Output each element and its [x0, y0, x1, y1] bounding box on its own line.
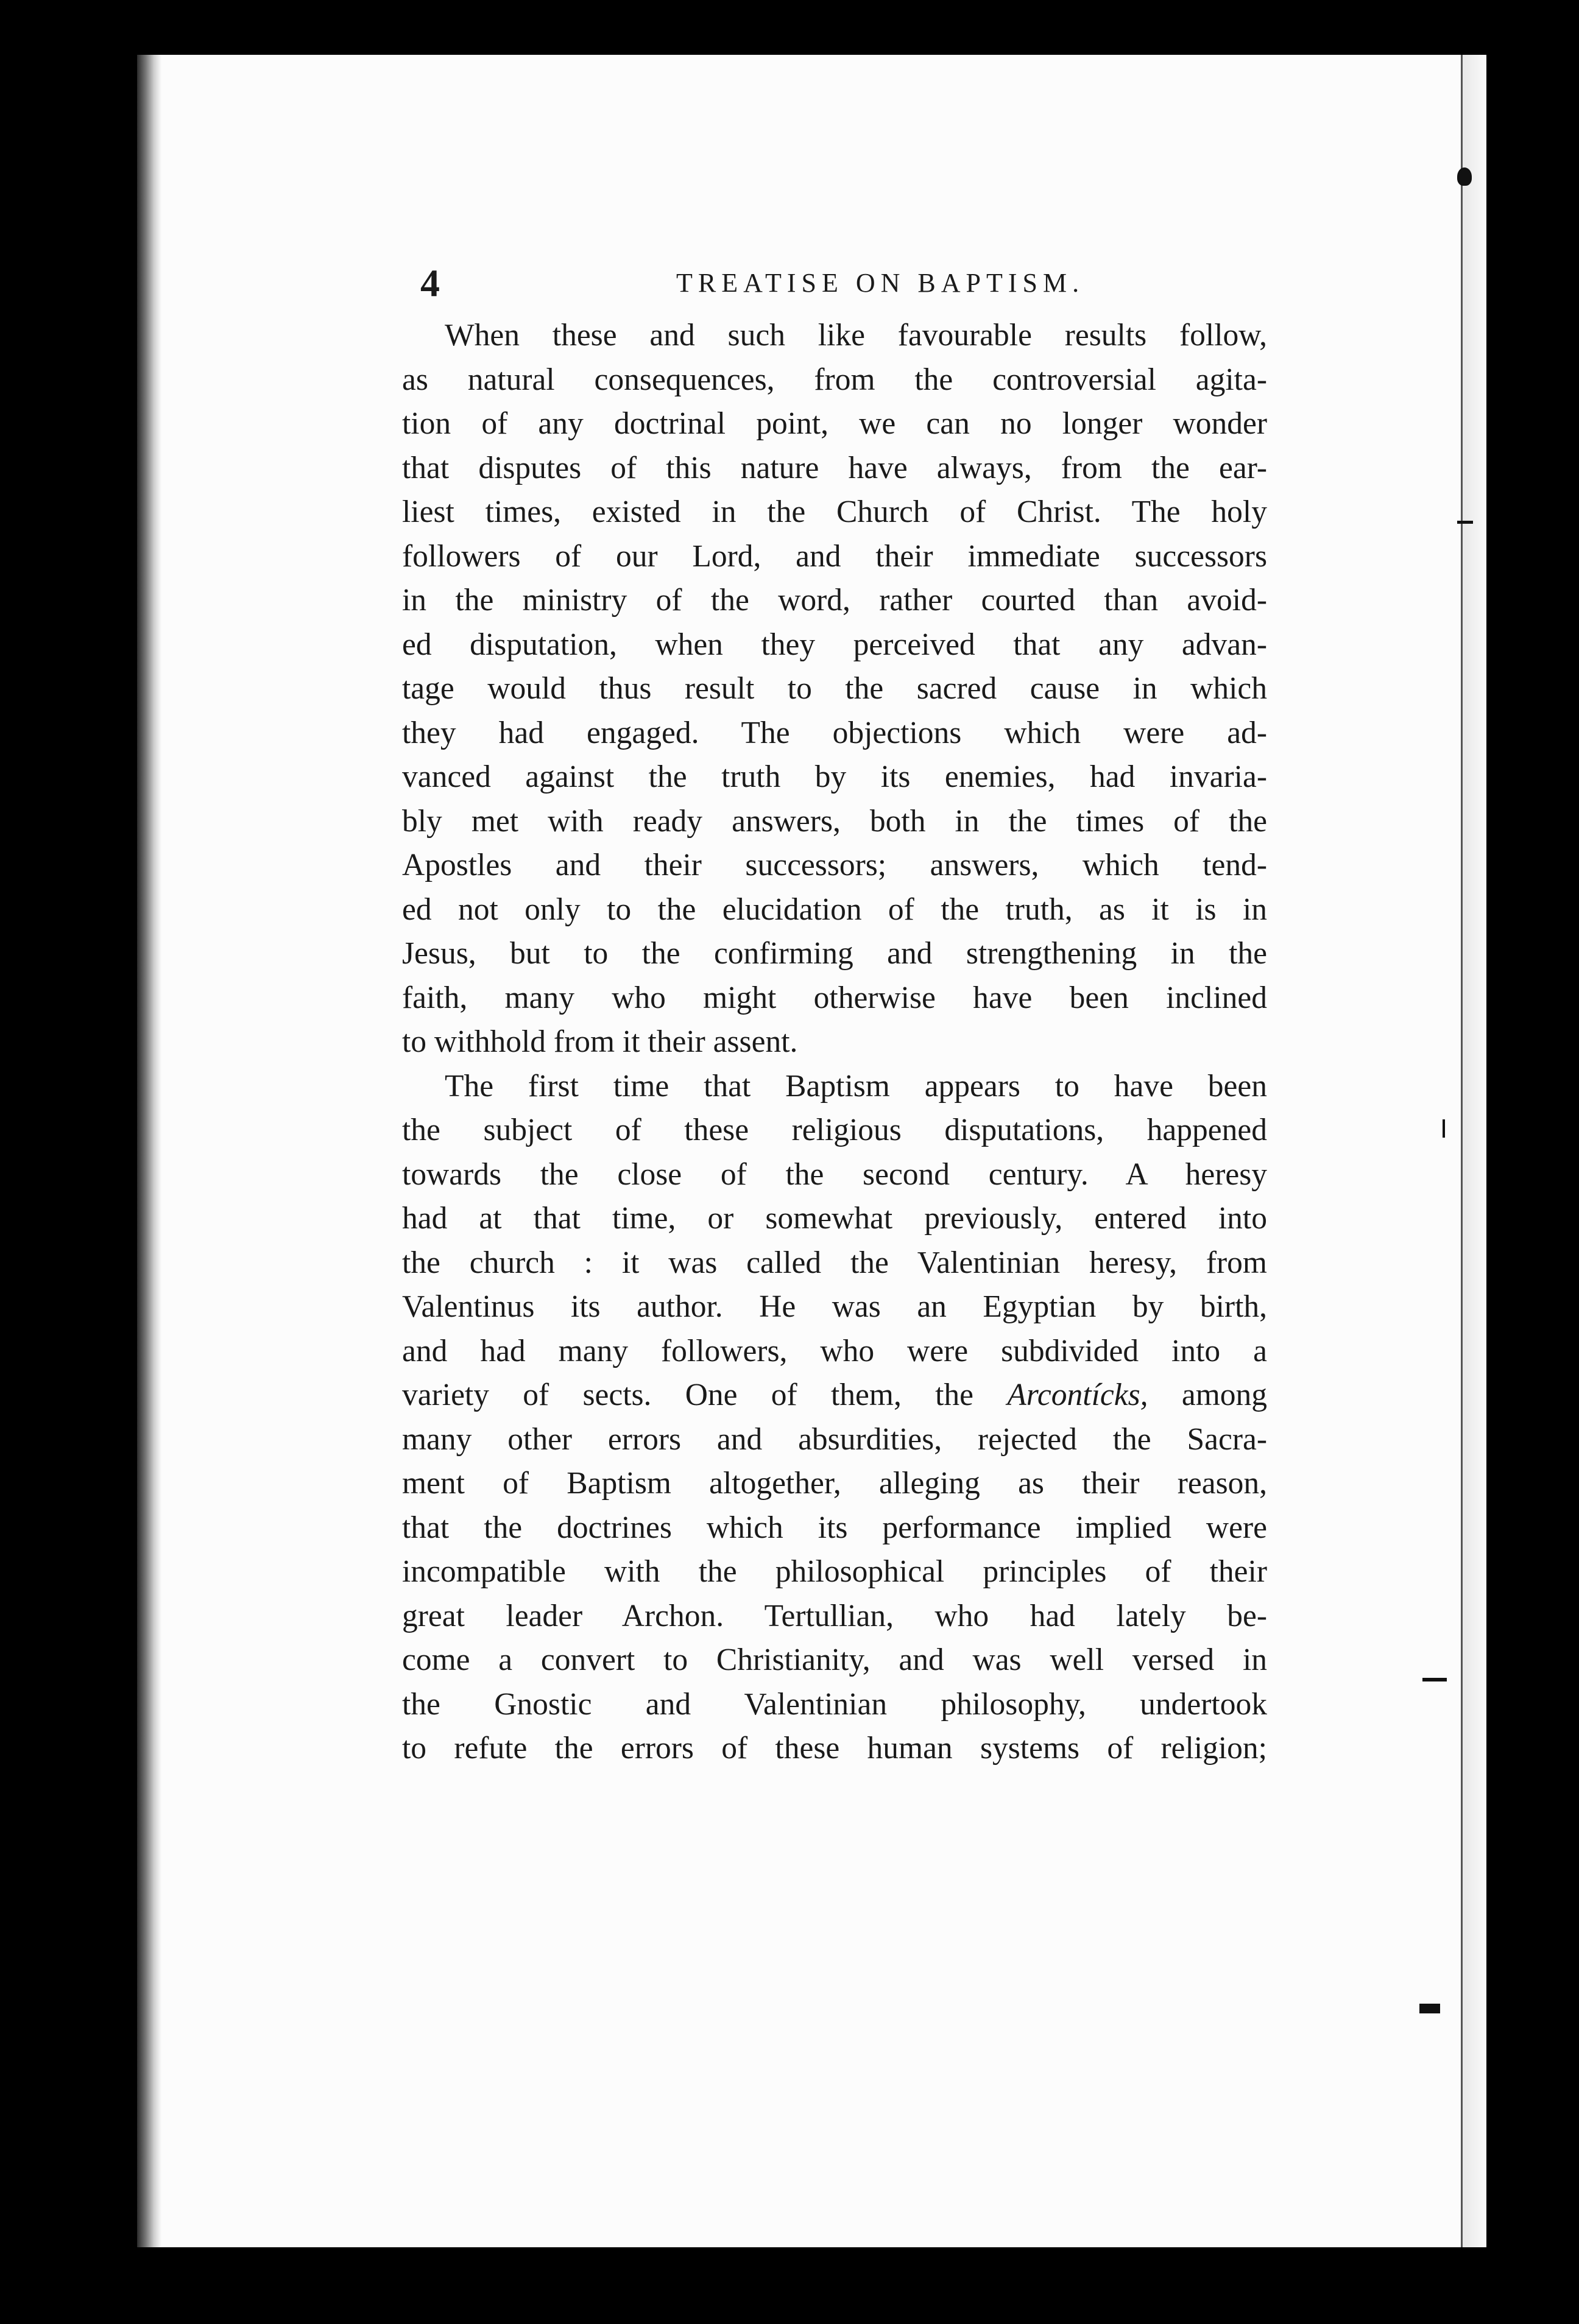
italic-term: Arcontícks, — [1007, 1378, 1148, 1412]
text-line: they had engaged. The objections which were ad- — [402, 715, 1267, 750]
text-line: The first time that Baptism appears to have been — [445, 1068, 1267, 1104]
text-line: to withhold from it their assent. — [402, 1024, 798, 1059]
text-line: many other errors and absurdities, rejected the Sacra- — [402, 1421, 1267, 1457]
scan-mark — [1422, 1678, 1447, 1681]
text-line: incompatible with the philosophical principles of their — [402, 1554, 1267, 1589]
text-line: in the ministry of the word, rather courted than avoid- — [402, 583, 1267, 618]
text-line: followers of our Lord, and their immediate successors — [402, 538, 1267, 574]
text-line: bly met with ready answers, both in the times of the — [402, 803, 1267, 839]
text-line: ed disputation, when they perceived that any advan- — [402, 627, 1267, 662]
body-text — [402, 314, 1267, 1771]
right-edge-rule — [1461, 55, 1463, 2247]
text-line: to refute the errors of these human systems of religion; — [402, 1731, 1267, 1766]
text-line: tion of any doctrinal point, we can no longer wonder — [402, 406, 1267, 441]
text-line: and had many followers, who were subdivided into a — [402, 1333, 1267, 1368]
text-line: ment of Baptism altogether, alleging as their reason, — [402, 1466, 1267, 1501]
text-line: faith, many who might otherwise have been inclined — [402, 980, 1267, 1015]
text-line: great leader Archon. Tertullian, who had lately be- — [402, 1598, 1267, 1633]
text-line: ed not only to the elucidation of the truth, as it is in — [402, 892, 1267, 927]
text-line: Jesus, but to the confirming and strengthening in the — [402, 936, 1267, 971]
text-line: Apostles and their successors; answers, which tend- — [402, 848, 1267, 882]
text-fragment: variety of sects. One of them, the — [402, 1378, 974, 1412]
page-header — [420, 256, 1298, 311]
page-number: 4 — [420, 261, 440, 305]
text-line: that the doctrines which its performance implied were — [402, 1510, 1267, 1545]
scan-mark — [1457, 521, 1473, 524]
text-line: the Gnostic and Valentinian philosophy, undertook — [402, 1686, 1267, 1722]
text-line: had at that time, or somewhat previously, entered into — [402, 1201, 1267, 1236]
scan-mark — [1419, 2004, 1440, 2013]
text-line: When these and such like favourable results follow, — [445, 318, 1267, 353]
text-line: that disputes of this nature have always, from the ear- — [402, 450, 1267, 485]
text-line: the church : it was called the Valentinian heresy, from — [402, 1245, 1267, 1280]
text-fragment: among — [1181, 1378, 1268, 1412]
binding-gutter — [137, 55, 161, 2247]
scan-mark — [1457, 167, 1472, 186]
text-line: come a convert to Christianity, and was well versed in — [402, 1643, 1267, 1677]
text-line: tage would thus result to the sacred cause in which — [402, 671, 1267, 706]
text-line-with-italic — [402, 1373, 1267, 1418]
text-line: vanced against the truth by its enemies, had invaria- — [402, 759, 1267, 794]
running-title: TREATISE ON BAPTISM. — [676, 268, 1085, 298]
scan-mark — [1443, 1119, 1445, 1138]
text-line: as natural consequences, from the controversial agita- — [402, 362, 1267, 397]
text-line: the subject of these religious disputations, happened — [402, 1113, 1267, 1147]
text-line: Valentinus its author. He was an Egyptian by birth, — [402, 1289, 1267, 1324]
right-edge-shade — [1463, 55, 1486, 2247]
text-line: liest times, existed in the Church of Christ. The holy — [402, 495, 1267, 529]
text-line: towards the close of the second century. A heresy — [402, 1157, 1267, 1192]
